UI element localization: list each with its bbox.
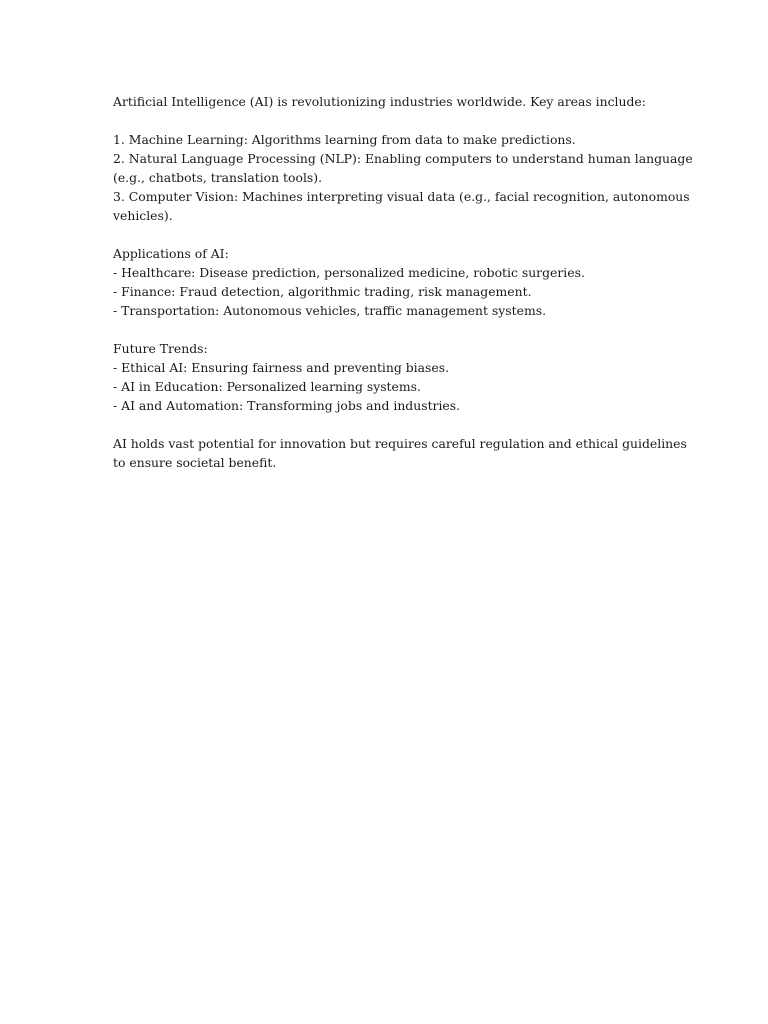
trend-item: - AI and Automation: Transforming jobs and industries.	[113, 398, 461, 413]
key-area-line: vehicles).	[113, 208, 173, 223]
paragraph-gap	[113, 320, 658, 339]
applications-section	[113, 244, 658, 320]
key-areas-list	[113, 130, 693, 225]
conclusion-line: AI holds vast potential for innovation but requires careful regulation and ethical guidelines	[113, 436, 687, 451]
application-item: - Transportation: Autonomous vehicles, traffic management systems.	[113, 303, 547, 318]
trends-heading: Future Trends:	[113, 341, 208, 356]
applications-heading: Applications of AI:	[113, 246, 229, 261]
key-area-line: (e.g., chatbots, translation tools).	[113, 170, 323, 185]
key-area-line: 3. Computer Vision: Machines interpreting visual data (e.g., facial recognition, autonomous	[113, 189, 690, 204]
trend-item: - AI in Education: Personalized learning systems.	[113, 379, 421, 394]
paragraph-gap	[113, 225, 658, 244]
paragraph-gap	[113, 111, 658, 130]
intro-paragraph	[113, 92, 658, 111]
document-page	[113, 92, 693, 472]
paragraph-gap	[113, 415, 658, 434]
application-item: - Healthcare: Disease prediction, personalized medicine, robotic surgeries.	[113, 265, 585, 280]
trends-section	[113, 339, 658, 415]
intro-text: Artificial Intelligence (AI) is revolutionizing industries worldwide. Key areas include:	[113, 94, 646, 109]
key-area-line: 2. Natural Language Processing (NLP): Enabling computers to understand human language	[113, 151, 693, 166]
trend-item: - Ethical AI: Ensuring fairness and preventing biases.	[113, 360, 450, 375]
application-item: - Finance: Fraud detection, algorithmic trading, risk management.	[113, 284, 532, 299]
conclusion-line: to ensure societal benefit.	[113, 455, 277, 470]
conclusion-paragraph	[113, 434, 687, 472]
key-area-line: 1. Machine Learning: Algorithms learning from data to make predictions.	[113, 132, 576, 147]
